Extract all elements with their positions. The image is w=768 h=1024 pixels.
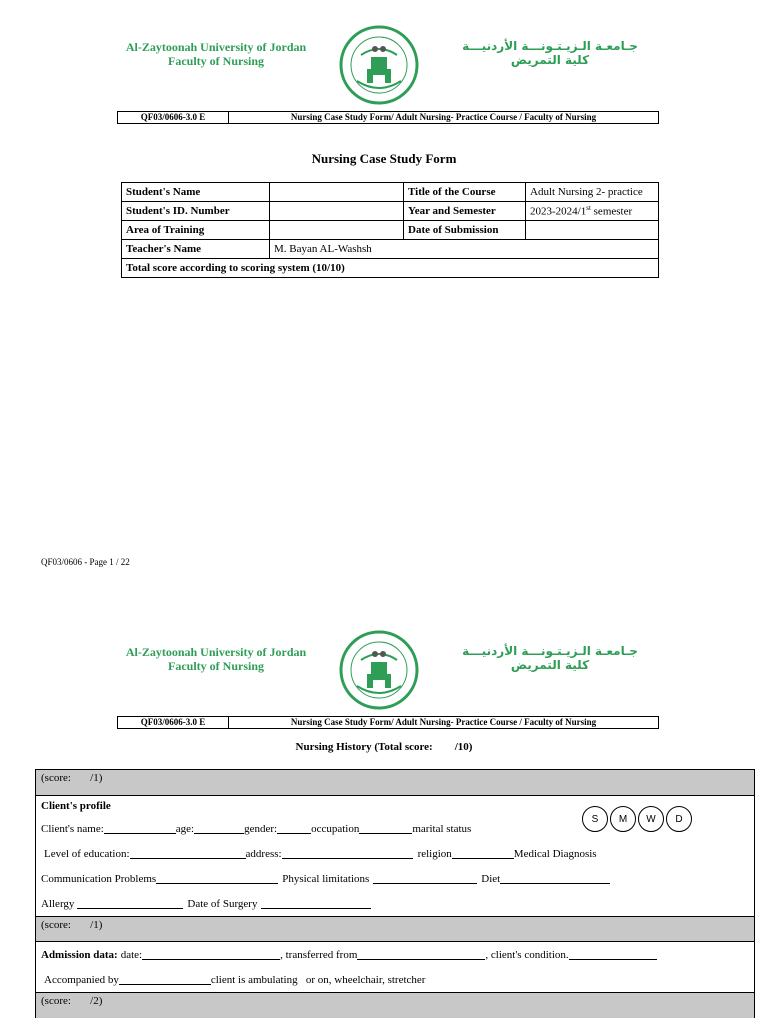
history-title: Nursing History (Total score: /10): [295, 741, 473, 753]
university-name-en: [106, 645, 326, 673]
communication-field[interactable]: [156, 873, 278, 884]
university-logo: [339, 630, 419, 710]
year-semester-value: [526, 202, 659, 221]
table-row: [122, 240, 659, 259]
allergy-label: Allergy: [41, 897, 75, 910]
physical-limitations-field[interactable]: [373, 873, 477, 884]
student-name-field[interactable]: [270, 183, 404, 202]
university-logo: [339, 25, 419, 105]
ambulating-label: client is ambulating or on, wheelchair, stretcher: [210, 973, 426, 986]
client-condition-field[interactable]: [569, 949, 657, 960]
status-option[interactable]: M: [610, 806, 636, 832]
occupation-label: occupation: [311, 822, 360, 835]
score-row: (score: /1): [36, 770, 754, 796]
university-title-ar: جـامعـة الـزيـتـونـــة الأردنيـــة: [462, 644, 638, 658]
student-name-label: Student's Name: [122, 183, 270, 202]
surgery-date-field[interactable]: [261, 898, 371, 909]
university-title-en: Al-Zaytoonah University of Jordan: [125, 40, 307, 54]
course-title-value: Adult Nursing 2- practice: [526, 183, 659, 202]
gender-field[interactable]: [277, 823, 311, 834]
accompanied-row: [36, 967, 754, 992]
age-label: age:: [175, 822, 195, 835]
course-title-label: Title of the Course: [404, 183, 526, 202]
submission-date-label: Date of Submission: [404, 221, 526, 240]
status-option[interactable]: W: [638, 806, 664, 832]
client-name-field[interactable]: [104, 823, 176, 834]
page-title: Nursing Case Study Form: [311, 151, 457, 166]
score-row: (score: /1): [36, 916, 754, 942]
status-option[interactable]: D: [666, 806, 692, 832]
admission-label: Admission data:: [41, 948, 118, 961]
university-title-en: Al-Zaytoonah University of Jordan: [125, 645, 307, 659]
faculty-title-en: Faculty of Nursing: [168, 659, 264, 673]
admission-date-field[interactable]: [142, 949, 280, 960]
form-code: QF03/0606-3.0 E: [118, 717, 229, 728]
form-description: Nursing Case Study Form/ Adult Nursing- Practice Course / Faculty of Nursing: [290, 717, 597, 727]
religion-field[interactable]: [452, 848, 514, 859]
table-row: [122, 183, 659, 202]
accompanied-label: Accompanied by: [44, 973, 119, 986]
table-row: [122, 221, 659, 240]
transferred-label: , transferred from: [280, 948, 358, 961]
university-title-ar: جـامعـة الـزيـتـونـــة الأردنيـــة: [462, 39, 638, 53]
surgery-date-label: Date of Surgery: [187, 897, 258, 910]
score-row: (score: /2): [36, 992, 754, 1018]
faculty-title-ar: كلية التمريض: [510, 658, 590, 672]
year-value: 2023-2024/1: [530, 205, 587, 218]
address-label: address:: [245, 847, 282, 860]
education-label: Level of education:: [44, 847, 130, 860]
client-name-label: Client's name:: [41, 822, 104, 835]
form-code-bar: [117, 716, 659, 729]
student-id-field[interactable]: [270, 202, 404, 221]
accompanied-field[interactable]: [119, 974, 211, 985]
page-footer: QF03/0606 - Page 1 / 22: [41, 557, 130, 567]
marital-status-options: [582, 806, 692, 832]
diet-label: Diet: [481, 872, 501, 885]
transferred-field[interactable]: [357, 949, 485, 960]
submission-date-field[interactable]: [526, 221, 659, 240]
marital-status-label: marital status: [412, 822, 472, 835]
total-score-label: Total score according to scoring system (10/10): [122, 259, 659, 278]
year-semester-label: Year and Semester: [404, 202, 526, 221]
communication-row: [36, 866, 754, 891]
faculty-title-ar: كلية التمريض: [510, 53, 590, 67]
religion-label: religion: [417, 847, 452, 860]
student-info-table: [121, 182, 659, 278]
semester-value: semester: [590, 205, 633, 218]
occupation-field[interactable]: [359, 823, 412, 834]
faculty-title-en: Faculty of Nursing: [168, 54, 264, 68]
gender-label: gender:: [244, 822, 278, 835]
teacher-name-value: M. Bayan AL-Washsh: [270, 240, 659, 259]
form-code-bar: [117, 111, 659, 124]
ordinal-suffix: st: [586, 204, 591, 213]
teacher-name-label: Teacher's Name: [122, 240, 270, 259]
education-field[interactable]: [130, 848, 246, 859]
university-name-ar: [450, 644, 650, 672]
form-description: Nursing Case Study Form/ Adult Nursing- Practice Course / Faculty of Nursing: [290, 112, 597, 122]
university-name-en: [106, 40, 326, 68]
communication-label: Communication Problems: [41, 872, 157, 885]
area-training-field[interactable]: [270, 221, 404, 240]
table-row: [122, 259, 659, 278]
table-row: [122, 202, 659, 221]
diet-field[interactable]: [500, 873, 610, 884]
form-code: QF03/0606-3.0 E: [118, 112, 229, 123]
education-row: [36, 841, 754, 866]
address-field[interactable]: [282, 848, 413, 859]
client-profile-heading: Client's profile: [41, 800, 111, 812]
area-training-label: Area of Training: [122, 221, 270, 240]
admission-date-label: date:: [120, 948, 143, 961]
client-condition-label: , client's condition.: [485, 948, 569, 961]
age-field[interactable]: [194, 823, 244, 834]
medical-diagnosis-label: Medical Diagnosis: [513, 847, 597, 860]
status-option[interactable]: S: [582, 806, 608, 832]
physical-limitations-label: Physical limitations: [282, 872, 370, 885]
allergy-row: [36, 891, 754, 916]
admission-row: [36, 942, 754, 967]
university-name-ar: [450, 39, 650, 67]
allergy-field[interactable]: [77, 898, 183, 909]
student-id-label: Student's ID. Number: [122, 202, 270, 221]
